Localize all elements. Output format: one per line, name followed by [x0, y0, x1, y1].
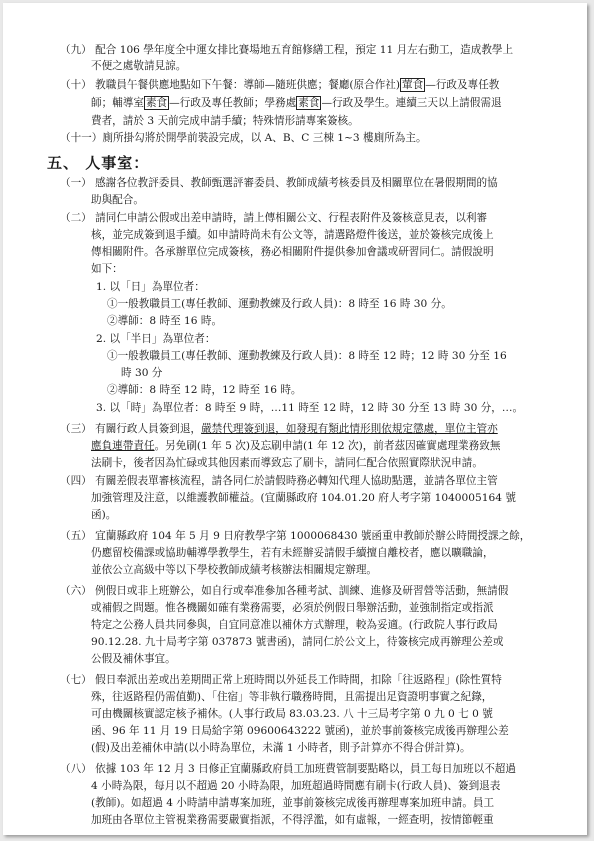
p7-line-1: （七） 假日奉派出差或出差期間正常上班時間以外延長工作時間，扣除「往返路程」(除性質特: [60, 674, 502, 686]
p4-line-1: （四） 有關差假表單審核流程，請各同仁於請假時務必轉知代理人協助點選，並請各單位主管: [60, 475, 498, 487]
leave-rule-1-mentor: ②導師：8 時至 16 時。: [107, 315, 223, 327]
item-10-text-c: 師；輔導室: [91, 97, 144, 109]
item-10-text-e: —行政及學生。連續三天以上請假需退: [321, 97, 502, 109]
leave-rule-1: 1. 以「日」為單位者：: [96, 281, 205, 293]
p8-line-2: 4 小時為限，每月以不超過 20 小時為限，加班超過時間應有刷卡(行政人員)、簽到退表: [91, 780, 501, 792]
p6-line-4: 90.12.28. 九十局考字第 037873 號書函)，請同仁於公文上，待簽核完成再辦理公差或: [91, 636, 504, 648]
p3-line-3: 法刷卡，後者因為忙碌或其他因素而導致忘了刷卡，請同仁配合依照實際狀況申請。: [91, 457, 483, 469]
p3-text-a: （三） 有關行政人員簽到退，: [60, 423, 202, 435]
p8-line-1: （八） 依據 103 年 12 月 3 日修正宜蘭縣政府員工加班費管制要點略以，員工每日加班以不超過: [60, 763, 516, 775]
p2-line-2: 核，並完成簽到退手續。如申請時尚未有公文等，請選路燈件後送，並於簽核完成後上: [91, 229, 494, 241]
p6-line-5: 公假及補休事宜。: [91, 653, 176, 665]
p8-line-4: 加班由各單位主管視業務需要嚴實指派，不得浮濫，如有虛報，一經查明，按情節輕重: [91, 814, 494, 826]
p2-line-1: （二） 請同仁申請公假或出差申請時，請上傳相關公文、行程表附件及簽核意見表，以利審: [60, 212, 488, 224]
p8-line-3: (教師)。如超過 4 小時請申請專案加班，並事前簽核完成後再辦理專案加班申請。員工: [91, 797, 495, 809]
p7-line-3: 可由機關核實認定核予補休。(人事行政局 83.03.23. 八 十三局考字第 0 九 0 七 0 號: [91, 708, 493, 720]
veg-meal-box-1: 素食: [145, 97, 168, 109]
p7-line-4: 函、96 年 11 月 19 日局給字第 09600643222 號函)，並於事前簽核完成後再辦理公差: [91, 725, 509, 737]
p5-line-3: 並依公立高級中等以下學校教師成績考核辦法相關規定辦理。: [91, 564, 378, 576]
p4-line-2: 加強管理及注意，以維護教師權益。(宜蘭縣政府 104.01.20 府人考字第 1040005164 號: [91, 492, 516, 504]
p7-line-2: 殊，往返路程仍需值勤)、「住宿」等非執行職務時間，且需提出足資證明事實之紀錄，: [91, 691, 493, 703]
leave-rule-1-staff: ①一般教職員工(專任教師、運動教練及行政人員)：8 時至 16 時 30 分。: [107, 298, 452, 310]
p5-line-2: 仍應留校備課或協助輔導學教學生，若有未經辦妥請假手續擅自離校者，應以曠職論，: [91, 547, 494, 559]
item-9-line-1: （九） 配合 106 學年度全中運女排比賽場地五育館修繕工程，預定 11 月左右動工，造成教學上: [60, 44, 514, 56]
item-10-text-b: —行政及專任教: [425, 79, 500, 91]
p6-line-2: 或補假之問題。惟各機關如確有業務需要，必須於例假日舉辦活動，並強制指定或指派: [91, 602, 494, 614]
item-11: （十一）廁所掛勾將於開學前裝設完成，以 A、B、C 三棟 1~3 樓廁所為主。: [60, 132, 427, 144]
veg-meal-box-2: 素食: [298, 97, 320, 109]
leave-rule-2-staff: ①一般教職員工(專任教師、運動教練及行政人員)：8 時至 12 時；12 時 30 分至 16: [107, 350, 507, 362]
p6-line-1: （六） 例假日或非上班辦公，如自行或奉准參加各種考試、訓練、進修及研習營等活動，無請假: [60, 585, 509, 597]
p1-line-2: 助與配合。: [91, 194, 144, 206]
p3-text-b: 。另免刷(1 年 5 次)及忘刷申請(1 年 12 次)，前者茲因確實處理業務致無: [154, 440, 501, 452]
document-page: [3, 3, 587, 835]
p2-line-4: 如下：: [91, 263, 123, 275]
leave-rule-2: 2. 以「半日」為單位者：: [96, 333, 216, 345]
item-10-text-d: —行政及專任教師；學務處: [169, 97, 297, 109]
p1-line-1: （一） 感謝各位教評委員、教師甄選評審委員、教師成績考核委員及相關單位在暑假期間的協: [60, 177, 498, 189]
p4-line-3: 函)。: [91, 509, 117, 521]
leave-rule-2-mentor: ②導師：8 時至 12 時，12 時至 16 時。: [107, 384, 302, 396]
p6-line-3: 特定之公務人員共同參與，自宜同意准以補休方式辦理，較為妥適。(行政院人事行政局: [91, 619, 498, 631]
p3-line-1: [60, 422, 498, 436]
item-9-line-2: 不便之處敬請見諒。: [91, 60, 187, 72]
p3-emphasis-1: 嚴禁代理簽到退，如發現有類此情形則依規定懲處，單位主管亦: [201, 423, 498, 435]
leave-rule-2-staff-cont: 時 30 分: [121, 367, 163, 379]
item-10-line-1: [60, 78, 499, 92]
p7-line-5: (假)及出差補休申請(以小時為單位，未滿 1 小時者，則予計算亦不得合併計算)。: [91, 742, 471, 754]
leave-rule-3: 3. 以「時」為單位者：8 時至 9 時，…11 時至 12 時，12 時 30 分至 13 時 30 分，…。: [96, 402, 524, 414]
item-10-line-3: 費者，請於 3 天前完成申請手續；特殊情形請專案簽核。: [91, 115, 359, 127]
item-10-text-a: （十） 教職員午餐供應地點如下午餐：導師—隨班供應；餐廳(原合作社): [60, 79, 401, 91]
meat-meal-box: 葷食: [402, 79, 424, 91]
p3-line-2: [91, 439, 500, 453]
p5-line-1: （五） 宜蘭縣政府 104 年 5 月 9 日府教學字第 1000068430 號函重申教師於辦公時間授課之餘，: [60, 530, 531, 542]
item-10-line-2: [91, 96, 502, 110]
p2-line-3: 傳相關附件。各承辦單位完成簽核，務必相關附件提供參加會議或研習同仁。請假說明: [91, 246, 494, 258]
section-5-heading: 五、 人事室：: [47, 154, 150, 172]
p3-emphasis-2: 應負連帶責任: [91, 440, 155, 452]
